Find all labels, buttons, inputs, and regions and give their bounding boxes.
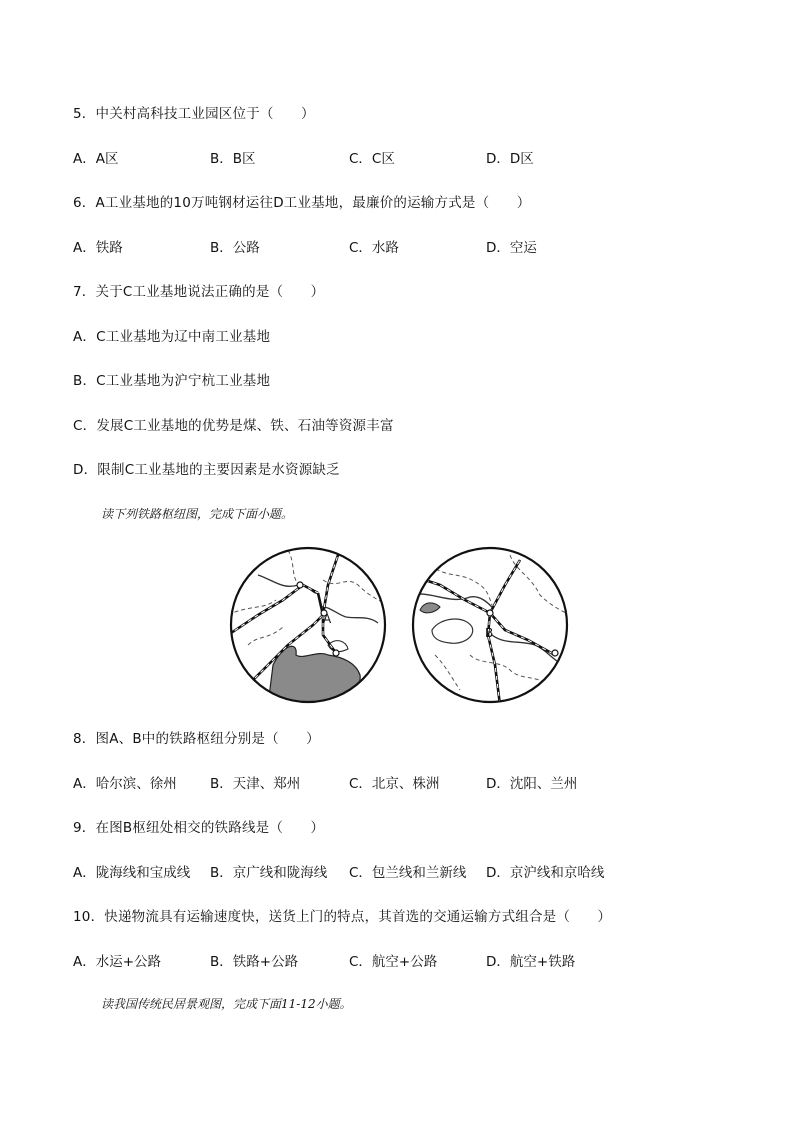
q5-option-b: B．B区 <box>210 151 256 167</box>
q7-option-b: B．C工业基地为沪宁杭工业基地 <box>73 373 271 389</box>
q6-option-c: C．水路 <box>349 240 399 256</box>
q6-option-d: D．空运 <box>486 240 537 256</box>
q5-option-d: D．D区 <box>486 151 534 167</box>
q8-option-d: D．沈阳、兰州 <box>486 776 578 792</box>
q7-option-a: A．C工业基地为辽中南工业基地 <box>73 329 271 345</box>
q9-option-a: A．陇海线和宝成线 <box>73 865 191 881</box>
q6-option-b: B．公路 <box>210 240 260 256</box>
question-7-stem: 7．关于C工业基地说法正确的是（ ） <box>73 284 325 300</box>
question-6-stem: 6．A工业基地的10万吨钢材运往D工业基地，最廉价的运输方式是（ ） <box>73 195 531 211</box>
q10-option-d: D．航空+铁路 <box>486 954 576 970</box>
question-9-stem: 9．在图B枢纽处相交的铁路线是（ ） <box>73 820 325 836</box>
map-b-label: B <box>485 626 494 640</box>
map-a-label: A <box>323 612 332 626</box>
q10-option-c: C．航空+公路 <box>349 954 438 970</box>
question-10-stem: 10．快递物流具有运输速度快，送货上门的特点，其首选的交通运输方式组合是（ ） <box>73 909 612 925</box>
q6-option-a: A．铁路 <box>73 240 123 256</box>
q7-option-d: D．限制C工业基地的主要因素是水资源缺乏 <box>73 462 340 478</box>
q7-option-c: C．发展C工业基地的优势是煤、铁、石油等资源丰富 <box>73 418 394 434</box>
q8-option-b: B．天津、郑州 <box>210 776 301 792</box>
q10-option-a: A．水运+公路 <box>73 954 162 970</box>
railway-hub-map-b <box>410 545 570 705</box>
q10-option-b: B．铁路+公路 <box>210 954 299 970</box>
sea-shape <box>268 646 360 705</box>
lake-shape <box>420 603 440 613</box>
q8-option-c: C．北京、株洲 <box>349 776 440 792</box>
q9-option-d: D．京沪线和京哈线 <box>486 865 605 881</box>
intro-railway-hub: 读下列铁路枢纽图，完成下面小题。 <box>101 507 294 521</box>
q9-option-b: B．京广线和陇海线 <box>210 865 328 881</box>
question-5-stem: 5．中关村高科技工业园区位于（ ） <box>73 106 315 122</box>
q5-option-a: A．A区 <box>73 151 119 167</box>
intro-traditional-dwellings: 读我国传统民居景观图，完成下面11-12小题。 <box>101 997 352 1011</box>
q8-option-a: A．哈尔滨、徐州 <box>73 776 177 792</box>
railway-hub-map-a <box>228 545 388 705</box>
question-8-stem: 8．图A、B中的铁路枢纽分别是（ ） <box>73 731 320 747</box>
q5-option-c: C．C区 <box>349 151 395 167</box>
q9-option-c: C．包兰线和兰新线 <box>349 865 467 881</box>
